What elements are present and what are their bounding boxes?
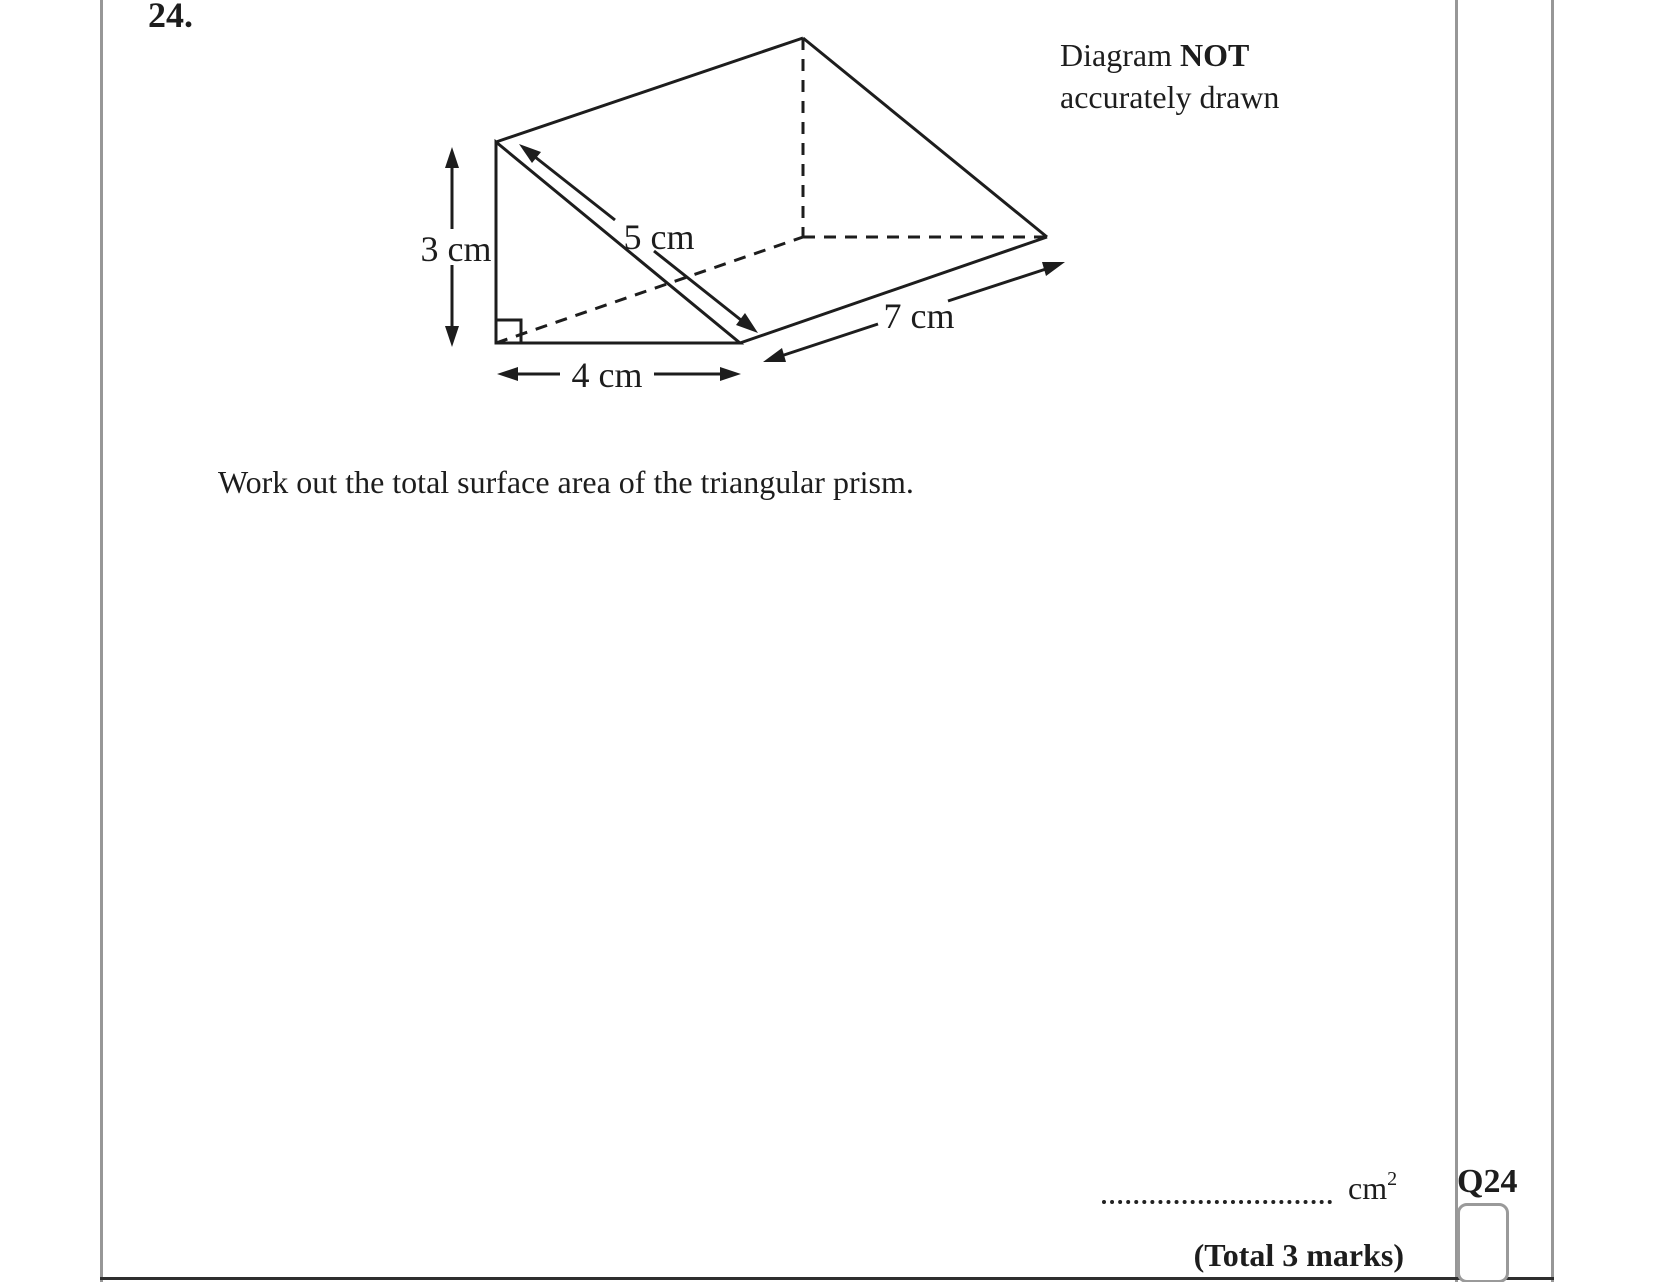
question-ref: Q24	[1457, 1163, 1518, 1200]
dim-hypotenuse-line-top	[530, 153, 615, 220]
dim-base-arrowhead-right	[720, 367, 741, 381]
prism-back-slant-edge	[803, 38, 1047, 237]
dim-height-arrowhead-up	[445, 147, 459, 168]
question-text: Work out the total surface area of the triangular prism.	[218, 464, 914, 500]
question-number: 24.	[148, 0, 193, 35]
dim-base-arrowhead-left	[497, 367, 518, 381]
page-border-left	[100, 0, 103, 1282]
dim-label-depth: 7 cm	[883, 296, 955, 336]
prism-top-ridge-edge	[496, 38, 803, 142]
page-border-right-inner	[1455, 0, 1458, 1282]
dim-hypotenuse-arrowhead-down	[736, 313, 758, 333]
answer-unit	[1348, 1169, 1397, 1204]
page-border-right-outer	[1551, 0, 1554, 1282]
prism-diagram	[420, 25, 1100, 400]
dim-depth-line-right	[948, 268, 1049, 301]
dim-hypotenuse-line-bottom	[654, 251, 746, 324]
right-angle-marker	[495, 320, 521, 343]
dim-depth-arrowhead-left	[763, 348, 786, 362]
dim-depth-arrowhead-right	[1042, 262, 1065, 276]
page-border-bottom	[100, 1277, 1554, 1280]
diagram-note-line2: accurately drawn	[1060, 79, 1280, 116]
diagram-note-bold: NOT	[1179, 37, 1250, 73]
dim-label-height: 3 cm	[420, 229, 492, 269]
dim-label-base: 4 cm	[571, 355, 643, 395]
dim-label-hypotenuse: 5 cm	[623, 217, 695, 257]
dim-height-arrowhead-down	[445, 326, 459, 347]
marks-box	[1457, 1203, 1509, 1282]
total-marks: (Total 3 marks)	[1193, 1237, 1404, 1273]
answer-dotted-line	[1102, 1178, 1332, 1204]
dim-depth-line-left	[781, 324, 878, 356]
prism-front-face	[496, 142, 740, 343]
answer-unit-text: cm	[1348, 1170, 1388, 1206]
answer-unit-exponent: 2	[1387, 1168, 1398, 1190]
diagram-note-text: Diagram	[1060, 37, 1180, 73]
